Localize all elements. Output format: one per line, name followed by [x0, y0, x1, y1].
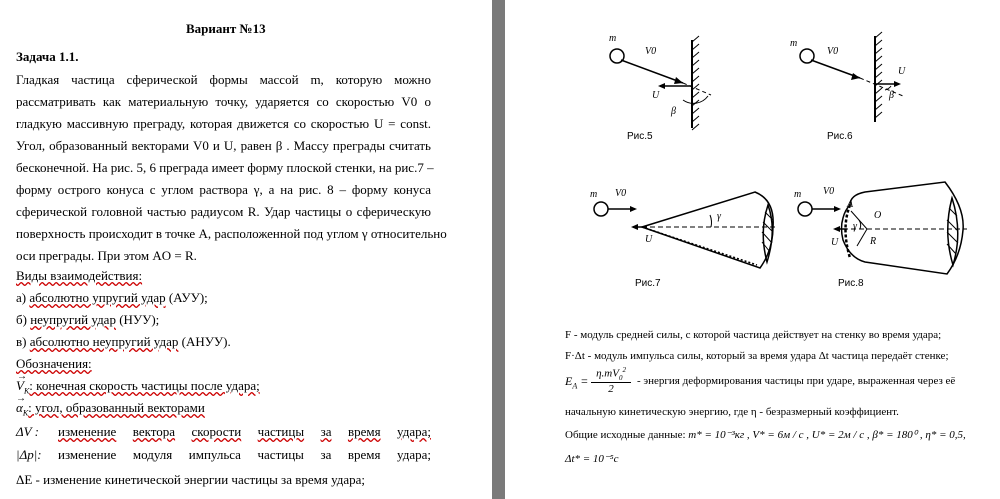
ea-formula-line	[565, 366, 995, 400]
fig7-u: U	[645, 234, 653, 245]
para-line: гладкую массивную преграду, которая движется со скоростью U = const.	[16, 116, 431, 131]
fig8-o: O	[874, 210, 882, 221]
notation-de: ΔE - изменение кинетической энергии частицы за время удара;	[16, 472, 366, 487]
para-line: рассматривать как материальную точку, ударяется со скоростью V0 о	[16, 94, 431, 109]
word: изменение	[58, 424, 117, 439]
word: удара;	[397, 447, 431, 462]
ea-symbol: $E_A$ =	[565, 374, 589, 391]
fig7-v0: V0	[615, 188, 627, 199]
fdt-definition: F·Δt - модуль импульса силы, который за время удара Δt частица передаёт стенке;	[565, 350, 949, 362]
fig6-v0: V0	[827, 46, 839, 57]
fig8-m: m	[794, 189, 802, 200]
notation-dp: |Δp|: изменение модуля импульса частицы за время удара;	[16, 447, 431, 462]
fig7-caption: Рис.7	[635, 278, 661, 289]
right-page	[505, 0, 1000, 499]
notation-dv: ΔV : изменение вектора скорости частицы за время удара;	[16, 424, 431, 439]
para-line: поверхность происходит в точке A, расположенной под углом γ относительно	[16, 226, 447, 241]
fig8-u: U	[831, 237, 839, 248]
fig8-caption: Рис.8	[838, 278, 864, 289]
fig5-u: U	[652, 90, 660, 101]
variant-title: Вариант №13	[186, 21, 266, 36]
fig8-a: A	[847, 199, 854, 210]
left-page	[0, 0, 492, 499]
fig5-v0: V0	[645, 46, 657, 57]
fig8-r: R	[870, 236, 877, 247]
para-line: форму острого конуса с углом раствора γ, а на рис. 8 – форму конуса	[16, 182, 431, 197]
word: импульса	[188, 447, 241, 462]
types-heading: Виды взаимодействия:	[16, 268, 143, 283]
word: модуля	[132, 447, 173, 462]
notation-vk: V → $_K$: конечная скорость частицы после удара;	[16, 371, 260, 396]
task-heading: Задача 1.1.	[16, 49, 79, 64]
word: время	[347, 447, 381, 462]
figure-8-drawing	[505, 0, 1000, 499]
para-line: Угол, образованный векторами V0 и U, равен β . Массу преграды считать	[16, 138, 431, 153]
para-line: бесконечной. На рис. 5, 6 преграда имеет форму плоской стенки, на рис.7 –	[16, 160, 434, 175]
notation-heading: Обозначения:	[16, 356, 92, 371]
fig7-m: m	[590, 189, 598, 200]
fig6-caption: Рис.6	[827, 131, 853, 142]
word: время	[347, 424, 381, 439]
word: за	[320, 447, 332, 462]
fig8-gamma: γ	[853, 221, 857, 232]
type-item: а) абсолютно упругий удар (АУУ);	[16, 290, 208, 305]
word: скорости	[191, 424, 242, 439]
common-data: Общие исходные данные: m* = 10⁻³кг , V* = 6м / с , U* = 2м / с , β* = 180⁰ , η* = 0,5,	[565, 429, 966, 441]
fig5-caption: Рис.5	[627, 131, 653, 142]
para-line: оси преграды. При этом AO = R.	[16, 248, 197, 263]
ea-fraction: $\eta.mV_0^2$ 2	[591, 366, 631, 395]
word: частицы	[257, 424, 305, 439]
notation-alpha: α → $_K$: угол, образованный векторами	[16, 393, 205, 418]
ea-continuation: начальную кинетическую энергию, где η - безразмерный коэффициент.	[565, 406, 899, 418]
ea-description: - энергия деформирования частицы при ударе, выраженная через её	[637, 375, 956, 387]
type-item: в) абсолютно неупругий удар (АНУУ).	[16, 334, 231, 349]
dt-value: Δt* = 10⁻⁵c	[565, 453, 619, 465]
fig6-m: m	[790, 38, 798, 49]
word: удара;	[397, 424, 431, 439]
fig7-gamma: γ	[717, 211, 721, 222]
word: изменение	[58, 447, 117, 462]
para-line: Гладкая частица сферической формы массой m, которую можно	[16, 72, 431, 87]
fig8-v0: V0	[823, 186, 835, 197]
fig6-beta: β	[889, 90, 894, 101]
fig5-beta: β	[671, 106, 676, 117]
word: частицы	[257, 447, 304, 462]
fig6-u: U	[898, 66, 906, 77]
f-definition: F - модуль средней силы, с которой частица действует на стенку во время удара;	[565, 329, 942, 341]
para-line: сферической головной частью радиусом R. Удар частицы о сферическую	[16, 204, 431, 219]
word: вектора	[132, 424, 176, 439]
word: за	[320, 424, 332, 439]
fig5-m: m	[609, 33, 617, 44]
type-item: б) неупругий удар (НУУ);	[16, 312, 160, 327]
